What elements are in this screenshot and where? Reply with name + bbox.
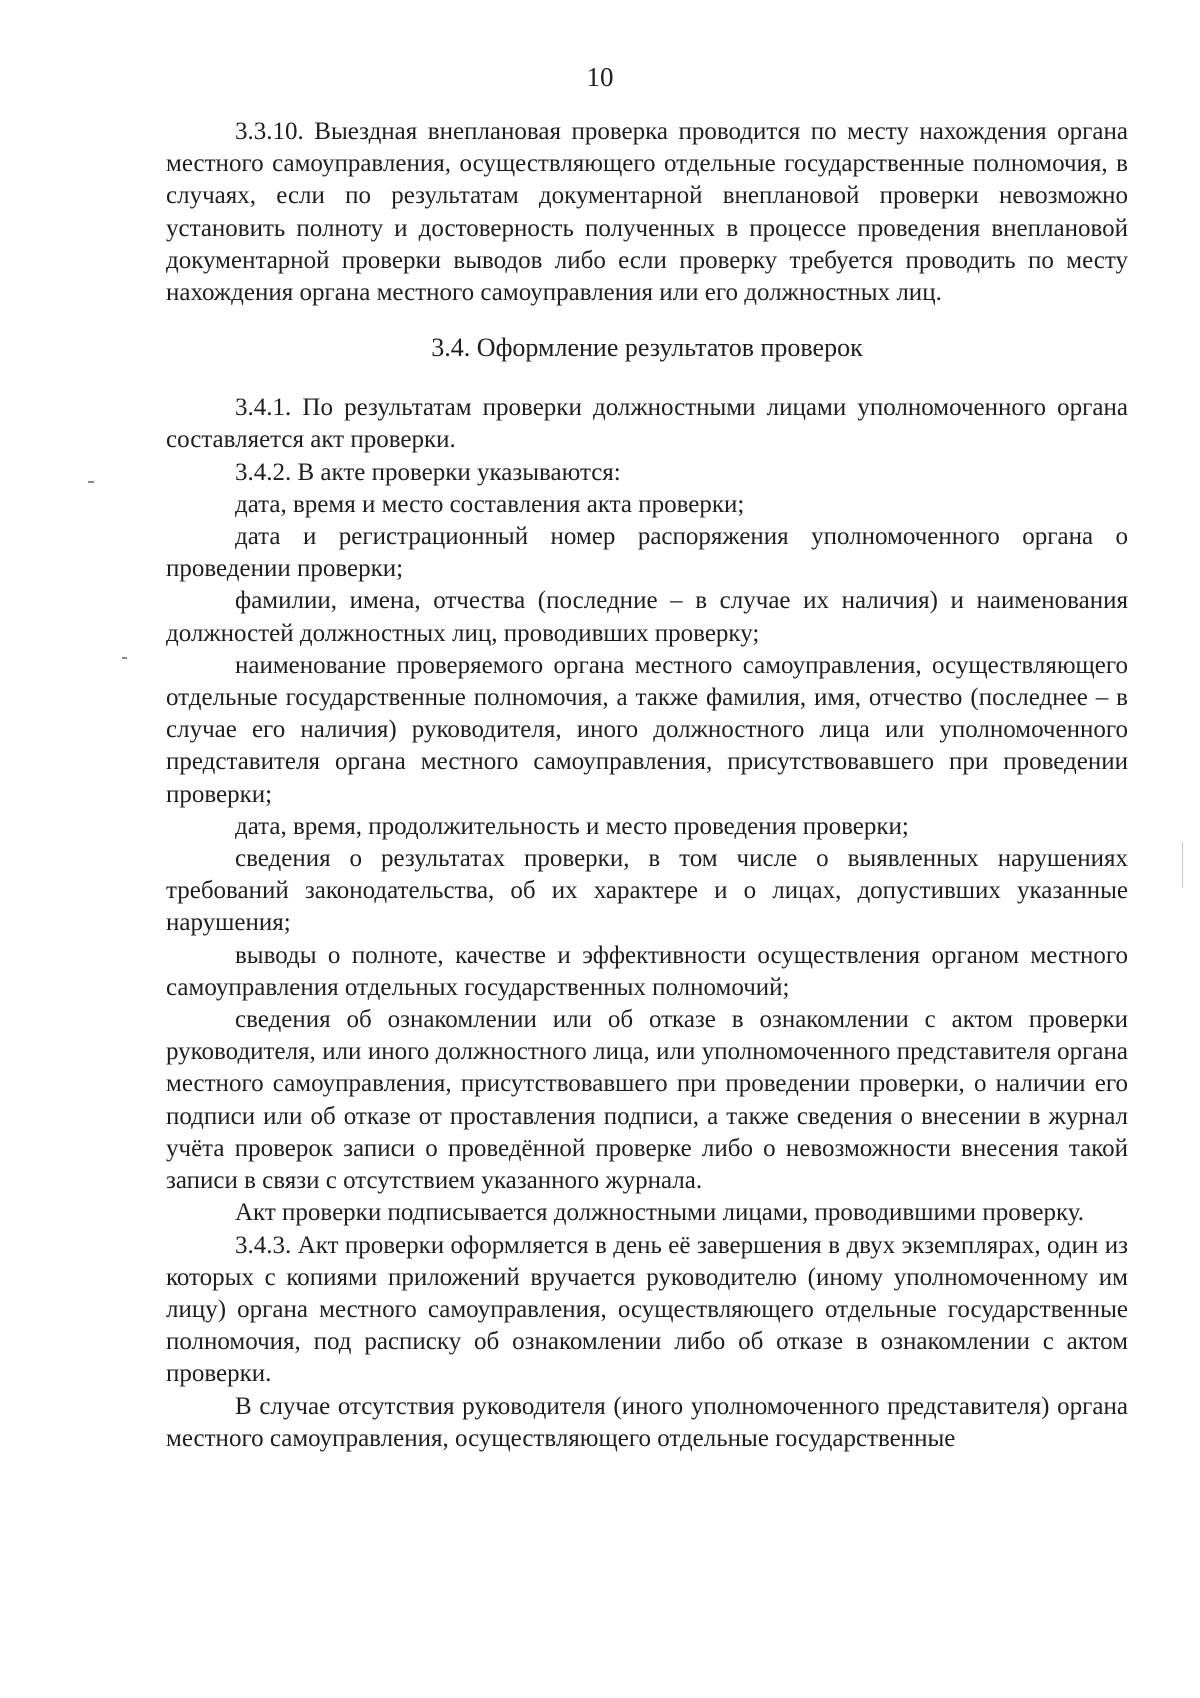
document-body (166, 116, 1128, 1455)
paragraph-act-signing: Акт проверки подписывается должностными лицами, проводившими проверку. (235, 1199, 1084, 1227)
page-number: 10 (586, 62, 614, 92)
paragraph-3-3-10: 3.3.10. Выездная внеплановая проверка проводится по месту нахождения органа местного самоуправления, осуществляющего отдельные государственные полномочия, в случаях, если по результатам документарной внеплановой проверки невозможно установить полноту и достоверность полученных в процессе проведения внеплановой документарной проверки выводов либо если проверку требуется проводить по месту нахождения органа местного самоуправления или его должностных лиц. (166, 118, 1128, 307)
scan-mark-left-lower (122, 657, 127, 659)
scan-mark-right (1182, 842, 1183, 888)
list-item-conclusions: выводы о полноте, качестве и эффективности осуществления органом местного самоуправления отдельных государственных полномочий; (166, 941, 1128, 1001)
list-item-inspected-body: наименование проверяемого органа местного самоуправления, осуществляющего отдельные государственные полномочия, а также фамилия, имя, отчество (последнее – в случае его наличия) руководителя, иного должностного лица или уполномоченного представителя органа местного самоуправления, присутствовавшего при проведении проверки; (166, 651, 1128, 808)
list-item-order-number: дата и регистрационный номер распоряжения уполномоченного органа о проведении проверки; (166, 523, 1128, 583)
list-item-results: сведения о результатах проверки, в том числе о выявленных нарушениях требований законодательства, об их характере и о лицах, допустивших указанные нарушения; (166, 845, 1128, 937)
section-heading-3-4: 3.4. Оформление результатов проверок (431, 333, 863, 363)
scan-mark-left (88, 481, 94, 483)
list-item-inspectors: фамилии, имена, отчества (последние – в случае их наличия) и наименования должностей должностных лиц, проводивших проверку; (166, 587, 1128, 647)
paragraph-absence-case: В случае отсутствия руководителя (иного уполномоченного представителя) органа местного самоуправления, осуществляющего отдельные государственные (166, 1392, 1128, 1452)
list-item-acknowledgement: сведения об ознакомлении или об отказе в ознакомлении с актом проверки руководителя, или иного должностного лица, или уполномоченного представителя органа местного самоуправления, присутствовавшего при проведении проверки, о наличии его подписи или об отказе от проставления подписи, а также сведения о внесении в журнал учёта проверок записи о проведённой проверке либо о невозможности внесения такой записи в связи с отсутствием указанного журнала. (166, 1006, 1128, 1195)
paragraph-3-4-1: 3.4.1. По результатам проверки должностными лицами уполномоченного органа составляется акт проверки. (166, 394, 1128, 454)
paragraph-3-4-2: 3.4.2. В акте проверки указываются: (235, 458, 621, 486)
list-item-inspection-time-place: дата, время, продолжительность и место проведения проверки; (235, 812, 909, 840)
list-item-act-date: дата, время и место составления акта проверки; (235, 490, 745, 518)
paragraph-3-4-3: 3.4.3. Акт проверки оформляется в день её завершения в двух экземплярах, один из которых с копиями приложений вручается руководителю (иному уполномоченному им лицу) органа местного самоуправления, осуществляющего отдельные государственные полномочия, под расписку об ознакомлении либо об отказе в ознакомлении с актом проверки. (166, 1231, 1128, 1388)
